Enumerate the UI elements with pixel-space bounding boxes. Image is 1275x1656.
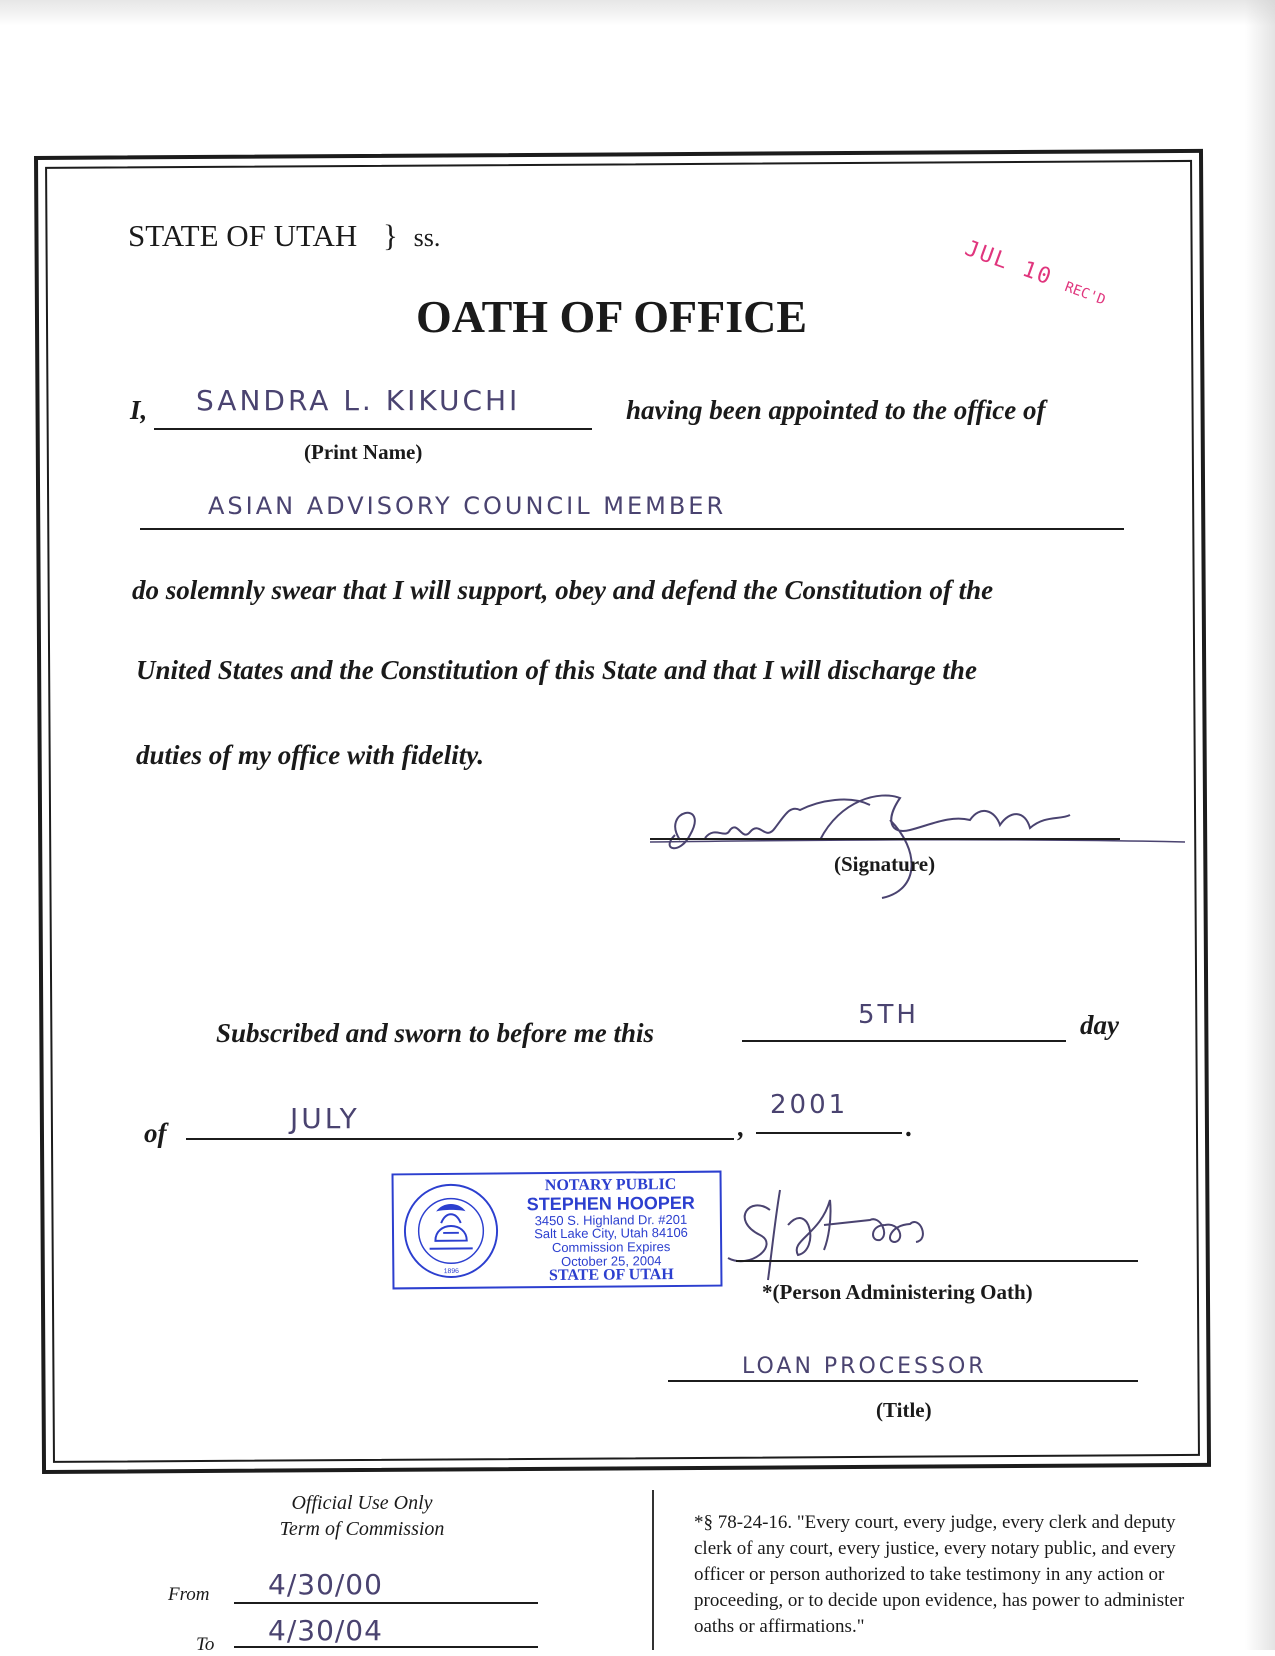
- administrator-label: *(Person Administering Oath): [762, 1280, 1033, 1304]
- from-value: 4/30/00: [268, 1568, 383, 1601]
- oath-after-name: having been appointed to the office of: [626, 395, 1046, 425]
- sworn-day-word: day: [1080, 1010, 1119, 1040]
- received-label: REC'D: [1062, 279, 1108, 309]
- print-name-label: (Print Name): [304, 440, 423, 464]
- signature-line: [650, 838, 1120, 840]
- signature-label: (Signature): [834, 852, 936, 876]
- notary-line-4: Salt Lake City, Utah 84106: [534, 1225, 688, 1242]
- state-ss: ss.: [413, 223, 441, 252]
- notary-stamp: [392, 1171, 723, 1290]
- administrator-title-label: (Title): [876, 1398, 932, 1422]
- oath-prefix: I,: [130, 395, 148, 425]
- administrator-title-value: LOAN PROCESSOR: [742, 1354, 987, 1379]
- office-line: [140, 528, 1124, 530]
- oath-signature: [650, 780, 1190, 900]
- sworn-period: .: [906, 1112, 913, 1142]
- sworn-year-line: [756, 1132, 902, 1134]
- notary-line-7: STATE OF UTAH: [548, 1266, 674, 1285]
- to-line: [234, 1646, 538, 1648]
- administrator-signature: [720, 1180, 980, 1290]
- office-value: ASIAN ADVISORY COUNCIL MEMBER: [208, 492, 727, 520]
- sworn-day-value: 5TH: [858, 1000, 919, 1030]
- sworn-prefix: Subscribed and sworn to before me this: [216, 1018, 655, 1048]
- state-name: STATE OF UTAH: [128, 218, 358, 253]
- administrator-line: [736, 1260, 1138, 1262]
- notary-line-1: NOTARY PUBLIC: [544, 1175, 677, 1195]
- from-label: From: [168, 1584, 210, 1605]
- to-value: 4/30/04: [268, 1614, 383, 1647]
- sworn-comma: ,: [738, 1112, 745, 1142]
- sworn-month-line: [186, 1138, 734, 1140]
- scan-right-edge: [1245, 0, 1275, 1650]
- footer-divider: [652, 1490, 654, 1650]
- sworn-month-value: JULY: [290, 1102, 360, 1135]
- notary-line-5: Commission Expires: [551, 1238, 671, 1256]
- state-header: [128, 218, 440, 254]
- notary-line-6: October 25, 2004: [560, 1252, 662, 1269]
- notary-line-3: 3450 S. Highland Dr. #201: [534, 1211, 688, 1228]
- print-name-value: SANDRA L. KIKUCHI: [196, 384, 521, 417]
- to-label: To: [196, 1634, 215, 1655]
- notary-line-2: STEPHEN HOOPER: [526, 1192, 695, 1215]
- received-month: JUL: [961, 236, 1013, 276]
- sworn-year-value: 2001: [770, 1090, 849, 1120]
- official-use-line-1: Official Use Only: [291, 1492, 433, 1514]
- seal-year: 1896: [443, 1267, 460, 1276]
- scan-top-edge: [0, 0, 1275, 26]
- from-line: [234, 1602, 538, 1604]
- sworn-of-word: of: [144, 1118, 167, 1148]
- received-day: 10: [1018, 256, 1056, 291]
- document-title: OATH OF OFFICE: [416, 291, 807, 342]
- statute-note: *§ 78-24-16. "Every court, every judge, every clerk and deputy clerk of any court, every justice, every notary public, and every officer or person authorized to take testimony in any action or proceeding, or to decide upon evidence, has power to administer oaths or affirmations.": [694, 1512, 1185, 1637]
- oath-line-1: do solemnly swear that I will support, obey and defend the Constitution of the: [132, 575, 994, 605]
- print-name-line: [154, 428, 592, 430]
- official-use-line-2: Term of Commission: [279, 1518, 445, 1540]
- state-seal-icon: [402, 1181, 501, 1280]
- sworn-day-line: [742, 1040, 1066, 1042]
- oath-line-2: United States and the Constitution of this State and that I will discharge the: [136, 655, 977, 685]
- notary-text: [502, 1177, 721, 1286]
- official-use-heading: [262, 1490, 462, 1542]
- administrator-title-line: [668, 1380, 1138, 1382]
- oath-line-3: duties of my office with fidelity.: [136, 740, 484, 770]
- state-brace: }: [383, 218, 398, 253]
